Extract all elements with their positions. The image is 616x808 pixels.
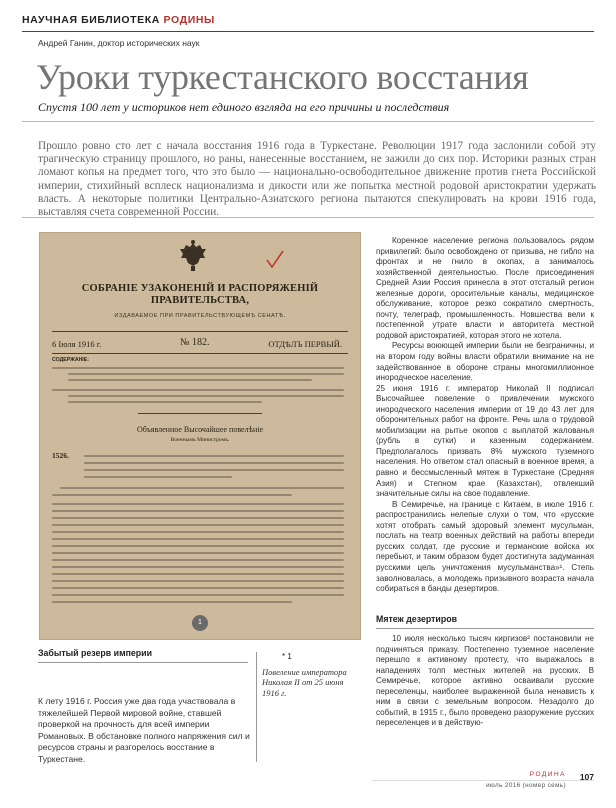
gazette-text-line [84, 462, 344, 464]
gazette-text-line [84, 455, 344, 457]
gazette-text-line [52, 524, 344, 526]
body-paragraph: 10 июля несколько тысяч киргизов² постановили не подчиняться приказу. Постепенно туземное население перешло к активному протесту, что выражалось в нападениях толп местных жителей на русских. В Семиречье, которое активно осваивали русские переселенцы, наиболее выраженной была ненависть к ним в связи с земельным вопросом. Незадолго до событий, в 1915 г., было проведено разоружение русских переселенцев и в действую- [376, 634, 594, 728]
sidebar-heading: Забытый резерв империи [38, 648, 152, 658]
gazette-text-line [52, 538, 344, 540]
gazette-part: ОТДѢЛЪ ПЕРВЫЙ. [268, 339, 342, 349]
gazette-date: 6 Іюля 1916 г. [52, 339, 102, 349]
article-lead: Прошло ровно сто лет с начала восстания 1916 года в Туркестане. Революции 1917 года заслонили собой эту трагическую страницу прошлого, но раны, нанесенные восстанием, не зажили до сих пор. Историки разных стран ломают копья на предмет того, что это было — национально-освободительное движение против гнета Российской империи, стихийный всплеск национализма и дикости или же попытка местной родовой аристократии удержать власть. А некоторые политики Центрально-Азиатского региона пытаются спекулировать на крови 1916 года, выставляя счета современной России. [38, 140, 596, 219]
gazette-text-line [52, 587, 344, 589]
gazette-text-line [52, 601, 292, 603]
sidebar-text: К лету 1916 г. Россия уже два года участвовала в тяжелейшей Первой мировой войне, ставшей проверкой на прочность для всей империи Романовых. В обстановке полного напряжения сил и ресурсов страны и разгорелось восстание в Туркестане. [38, 696, 250, 764]
section-subheading: Мятеж дезертиров [376, 614, 457, 624]
footer-divider [372, 780, 594, 781]
gazette-text-line [68, 379, 312, 381]
body-paragraph: В Семиречье, на границе с Китаем, в июле 1916 г. распространились нелепые слухи о том, что «русские хотят отобрать самый здоровый элемент мусульман, послать на театр военных действий на работы впереди русских солдат, где русские и германские войска их перебьют, и таким образом будет достигнута задуманная русскими цель уничтожения мусульманства»¹. Степь заволновалась, а молодежь призывного возраста начала собираться в банды дезертиров. [376, 499, 594, 594]
gazette-text-line [52, 573, 344, 575]
subheading-rule [376, 628, 594, 629]
section-label-accent: РОДИНЫ [163, 14, 215, 26]
section-label-main: НАУЧНАЯ БИБЛИОТЕКА [22, 14, 160, 26]
gazette-text-line [52, 503, 344, 505]
author-byline: Андрей Ганин, доктор исторических наук [38, 38, 200, 48]
article-title: Уроки туркестанского восстания [36, 57, 529, 97]
body-paragraph: 25 июня 1916 г. император Николай II подписал Высочайшее повеление о привлечении мужского инородческого населения империи от 19 до 43 лет для оборонительных работ на фронте. Речь шла о трудовой мобилизации на рытье окопов с выплатой жалованья (рубль в сутки) и казенным содержанием. Предполагалось призвать 8% мужского туземного населения. Но ответом стал опасный в военное время, а равно и бессмысленный мятеж в Туркестане (Средняя Азия) и Степном крае (Казахстан), отвлекший значительные силы на свое подавление. [376, 383, 594, 499]
body-column-continued [376, 634, 594, 729]
section-label [22, 14, 215, 26]
gazette-text-line [68, 395, 344, 397]
gazette-text-line [52, 552, 344, 554]
gazette-text-line [52, 389, 344, 391]
body-column [376, 236, 594, 595]
article-subtitle: Спустя 100 лет у историков нет единого взгляда на его причины и последствия [38, 100, 450, 114]
gazette-text-line [52, 494, 292, 496]
gazette-title: СОБРАНІЕ УЗАКОНЕНІЙ И РАСПОРЯЖЕНІЙ ПРАВИТЕЛЬСТВА, [81, 283, 319, 306]
page-number: 107 [579, 772, 594, 782]
footer-magazine-name: РОДИНА [529, 771, 566, 778]
gazette-contents-label: СОДЕРЖАНІЕ: [52, 357, 89, 363]
gazette-text-line [52, 510, 344, 512]
image-number-badge: 1 [192, 615, 208, 631]
caption-marker: * 1 [282, 652, 292, 661]
gazette-divider [138, 413, 262, 414]
subtitle-divider [22, 121, 594, 122]
image-caption [262, 652, 358, 698]
gazette-decree-by: Военнымъ Министромъ. [170, 437, 230, 443]
gazette-text-line [52, 559, 344, 561]
gazette-text-line [84, 469, 344, 471]
gazette-text-line [60, 487, 344, 489]
gazette-text-line [68, 401, 262, 403]
lead-divider [22, 217, 594, 218]
header-divider [22, 31, 594, 32]
double-headed-eagle-icon [176, 239, 210, 273]
gazette-decree-heading: Объявленное Высочайшее повелѣніе [136, 425, 263, 434]
gazette-text-line [52, 517, 344, 519]
body-paragraph: Коренное население региона пользовалось рядом привилегий: было освобождено от призыва, не гибло на фронтах и не гнило в окопах, а занималось хозяйственной деятельностью. После присоединения Средней Азии Россия принесла в этот отсталый регион железные дороги, оросительные каналы, медицинское обслуживание, которое резко сократило смертность, почту, телеграф, промышленность. Новшества вели к постепенной утрате власти и авторитета местной родовой аристократией, которая этого не хотела. [376, 236, 594, 340]
gazette-divider [52, 353, 348, 354]
footer-issue: июль 2016 (номер семь) [486, 782, 566, 789]
gazette-article-number: 1526. [52, 451, 69, 460]
gazette-divider [52, 331, 348, 332]
gazette-text-line [52, 580, 344, 582]
gazette-subtitle: ИЗДАВАЕМОЕ ПРИ ПРАВИТЕЛЬСТВУЮЩЕМЪ СЕНАТѢ. [114, 313, 286, 319]
gazette-text-line [52, 566, 344, 568]
caption-text: Повеление императора Николая II от 25 июня 1916 г. [262, 667, 347, 698]
red-checkmark-icon [264, 249, 286, 271]
body-paragraph: Ресурсы воюющей империи были не безграничны, и на втором году войны власти обратили внимание на не задействованное в обороне страны многомиллионное инородческое население. [376, 341, 594, 383]
gazette-number: № 182. [180, 337, 210, 348]
gazette-text-line [68, 373, 344, 375]
gazette-text-line [52, 545, 344, 547]
gazette-text-line [84, 476, 232, 478]
gazette-text-line [52, 531, 344, 533]
historical-document-image [39, 232, 361, 640]
gazette-text-line [52, 367, 344, 369]
sidebar-heading-rule [38, 662, 248, 663]
caption-divider [256, 652, 257, 762]
gazette-text-line [52, 594, 344, 596]
